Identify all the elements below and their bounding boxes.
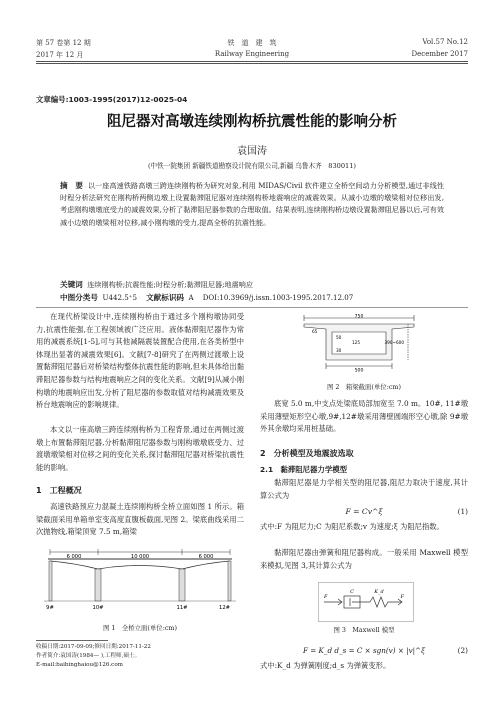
- section-2-1-text: 黏滞阻尼器是力学相关型的阻尼器,阻尼力取决于速度,其计算公式为: [260, 478, 468, 500]
- fig3-label-f-left: F: [324, 594, 328, 600]
- section-1-heading: 1 工程概况: [36, 486, 82, 495]
- section-1-text: 高速铁路预应力混凝土连续刚构桥全桥立面如图 1 所示。箱梁截面采用单箱单室变高度直腹板截面,见图 2。梁底曲线采用二次抛物线,箱梁顶宽 7.5 m,箱梁: [36, 502, 244, 537]
- fig2-dim-2: 50: [336, 335, 342, 340]
- footnote-author: 作者简介:袁国涛(1984— ),工程师,硕士。: [36, 653, 141, 659]
- fig1-pier-12: 12#: [219, 605, 230, 611]
- equation-2-number: (2): [457, 646, 468, 655]
- abstract-label: 摘 要: [60, 181, 84, 190]
- equation-1: F = Cv^ξ: [345, 507, 383, 516]
- fig3-label-kd: K_d: [374, 589, 384, 595]
- fig1-span-1: 6 000: [66, 554, 82, 560]
- fig1-pier-9: 9#: [46, 605, 54, 611]
- fig2-bottom-width: 500: [354, 368, 364, 372]
- fig2-top-width: 750: [354, 314, 364, 320]
- abstract: [60, 180, 444, 229]
- journal-en: Railway Engineering: [214, 50, 290, 58]
- issue-en: Vol.57 No.12: [422, 38, 468, 46]
- abstract-rule: [36, 307, 468, 308]
- footnote-received: 收稿日期:2017-09-09;修回日期:2017-11-22: [36, 644, 151, 650]
- fig1-span-3: 6 000: [198, 554, 214, 560]
- equation-1-description: 式中:F 为阻尼力;C 为阻尼系数;v 为速度;ξ 为阻尼指数。: [260, 522, 444, 531]
- maxwell-paragraph: 黏滞阻尼器由弹簧和阻尼器构成。一般采用 Maxwell 模型来模拟,见图 3,其计算公式为: [260, 548, 468, 570]
- fig1-span-2: 10 000: [130, 554, 150, 560]
- equation-2-description: 式中:K_d 为弹簧刚度;d_s 为弹簧变形。: [260, 661, 391, 670]
- intro-para: 在现代桥梁设计中,连续刚构桥由于通过多个刚构墩协同受力,抗震性能强,在工程领域被广泛应用。液体黏滞阻尼器作为常用的减震系统[1-5],可与其他减隔震装置配合使用,在各类桥型中体现出显著的减震效果[6]。文献[7-8]研究了在两侧过渡墩上设置黏滞阻尼器后对桥梁结构整体抗震性能的影响,但未具体给出黏滞阻尼器参数与结构地震响应之间的变化关系。文献[9]从减小刚构墩的地震响应出发,分析了阻尼器的参数取值对结构减震效果及桥台地震响应的影响规律。: [36, 312, 244, 410]
- figure-3-maxwell-model: [318, 582, 414, 622]
- figure-3-caption: 图 3 Maxwell 模型: [333, 626, 395, 634]
- clc-value: U442.5⁺5: [102, 293, 138, 302]
- intro-para-2: 本文以一座高墩三跨连续刚构桥为工程背景,通过在两侧过渡墩上布置黏滞阻尼器,分析黏滞阻尼器参数与刚构墩墩底受力、过渡墩墩梁相对位移之间的变化关系,探讨黏滞阻尼器对桥梁抗震性能的影响。: [36, 425, 244, 472]
- section-2-heading: 2 分析模型及地震波选取: [260, 449, 354, 458]
- figure-1-caption: 图 1 全桥立面(单位:cm): [102, 624, 177, 632]
- fig1-pier-11: 11#: [176, 605, 188, 611]
- journal-cn: 铁 道 建 筑: [227, 39, 277, 47]
- section-2-1-heading: 2.1 黏滞阻尼器力学模型: [260, 465, 347, 474]
- doc-value: A: [188, 293, 194, 302]
- date-cn: 2017 年 12 月: [36, 51, 84, 59]
- section-1-continued: 底宽 5.0 m,中支点处梁底局部加宽至 7.0 m。10#, 11#墩采用薄壁矩形空心墩,9#,12#墩采用薄壁圆端形空心墩,除 9#墩外其余墩均采用桩基础。: [260, 399, 468, 434]
- date-en: December 2017: [411, 50, 468, 58]
- classification: [60, 292, 444, 303]
- footnote-email: E-mail:baibinghaiou@126.com: [36, 662, 123, 668]
- keywords-label: 关键词: [60, 280, 83, 289]
- affiliation: (中铁一院集团 新疆铁道勘察设计院有限公司,新疆 乌鲁木齐 830011): [147, 162, 357, 170]
- doc-label: 文献标识码: [146, 293, 185, 302]
- paper-title: 阻尼器对高墩连续刚构桥抗震性能的影响分析: [107, 114, 397, 130]
- article-id: 文章编号:1003-1995(2017)12-0025-04: [36, 95, 188, 104]
- fig3-label-f-right: F: [400, 594, 404, 600]
- fig3-label-c: C: [350, 589, 354, 595]
- keywords-text: 连续刚构桥;抗震性能;时程分析;黏滞阻尼器;地震响应: [87, 280, 253, 289]
- doi: DOI:10.3969/j.issn.1003-1995.2017.12.07: [202, 293, 354, 302]
- equation-1-number: (1): [457, 507, 468, 516]
- fig2-dim-3: 125: [352, 340, 360, 345]
- abstract-text: 以一座高速铁路高墩三跨连续刚构桥为研究对象,利用 MIDAS/Civil 软件建立全桥空间动力分析模型,通过非线性时程分析法研究在刚构桥两侧边墩上设置黏滞阻尼器对连续刚构桥地震响应的减震效果。从减小边墩的墩梁相对位移出发,考虑刚构墩墩底受力的减震效果,分析了黏滞阻尼器参数的合理取值。结果表明,连续刚构桥边墩设置黏滞阻尼器以后,可有效减小边墩的墩梁相对位移,减小刚构墩的受力,提高全桥的抗震性能。: [60, 181, 445, 227]
- equation-2: F = K_d d_s = C × sgn(v) × |v|^ξ: [302, 646, 426, 655]
- header-rule-2: [36, 63, 468, 64]
- figure-2-caption: 图 2 箱梁截面(单位:cm): [326, 383, 401, 391]
- figure-2-box-girder-section: [300, 314, 418, 372]
- keywords: [60, 279, 444, 290]
- header-rule: [36, 61, 468, 62]
- fig1-pier-10: 10#: [92, 605, 104, 611]
- fig2-dim-4: 30: [336, 348, 342, 353]
- fig2-dim-1: 65: [312, 329, 318, 334]
- footnote-rule: [36, 640, 108, 641]
- issue-cn: 第 57 卷第 12 期: [36, 39, 91, 47]
- author: 袁国涛: [237, 146, 267, 157]
- fig2-side-dim: 390~600: [384, 340, 404, 345]
- clc-label: 中图分类号: [60, 293, 98, 302]
- figure-1-bridge-elevation: [40, 547, 240, 621]
